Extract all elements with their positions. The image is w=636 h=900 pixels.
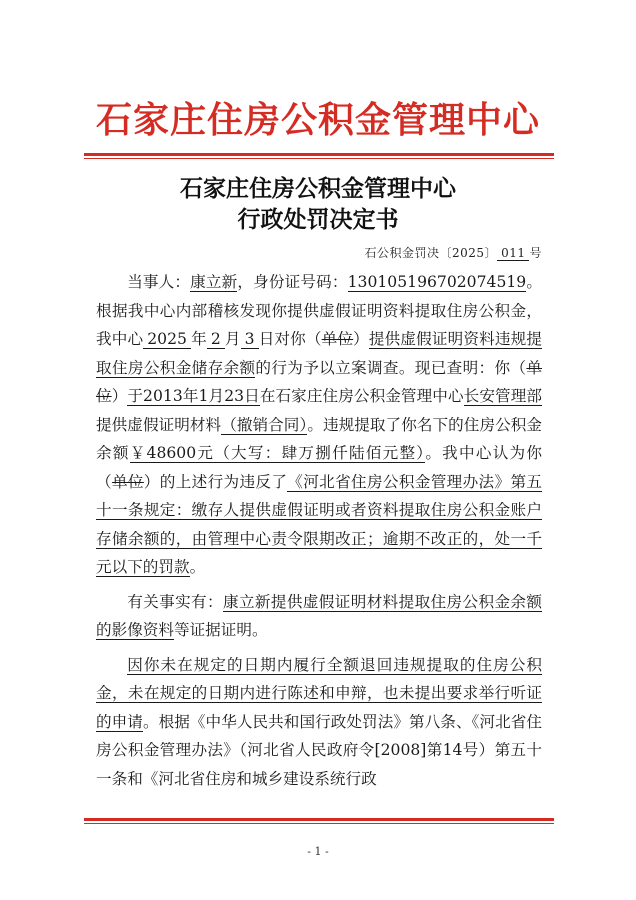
text-fragment: ） [353,330,369,348]
struck-unit-option: 单位 [96,358,542,405]
footer-rule-thick [84,818,554,821]
text-fragment: 。 [526,273,542,291]
violation-date: 于2013年1月23日 [127,387,260,405]
text-fragment: 。违规提取了你名下的住房公积金余额 [96,415,542,462]
paragraph-facts [96,268,542,582]
text-fragment: 。 [189,558,206,576]
withdrawn-amount: ￥48600元（大写：肆万捌仟陆佰元整） [129,444,426,462]
text-fragment: 日对你（ [258,330,322,348]
document-title-agency: 石家庄住房公积金管理中心 [180,175,456,202]
offense-description: 提供虚假证明资料违规提取住房公积金储存余额 [96,330,542,377]
text-fragment: 根据我中心内部稽核发现你提供虚假证明资料提取住房公积金，我中心 [96,301,542,348]
text-fragment: ） [111,387,128,405]
case-year: 2025 [143,330,191,349]
text-fragment: 的行为予以立案调查。现已查明：你（ [255,358,527,377]
document-body [96,268,542,793]
case-day: 3 [241,330,259,349]
party-name: 康立新 [190,273,238,291]
document-number-prefix: 石公积金罚决〔2025〕 [364,246,498,260]
text-fragment: ）的上述行为违反了 [143,472,288,491]
id-label: ，身份证号码： [237,273,348,291]
text-fragment: 。我中心认为你（ [96,444,542,491]
penalty-reason: 因你未在规定的日期内履行全额退回违规提取的住房公积金，未在规定的日期内进行陈述和申辩，也未提出要求举行听证的申请 [96,655,542,731]
paragraph-evidence [96,588,542,645]
document-number [365,244,542,261]
legal-basis-text: 。根据《中华人民共和国行政处罚法》第八条、《河北省住房公积金管理办法》（河北省人民政府令[2008]第14号）第五十一条和《河北省住房和城乡建设系统行政 [96,712,542,788]
agency-letterhead: 石家庄住房公积金管理中心 [95,99,540,141]
document-title-type: 行政处罚决定书 [237,206,399,233]
text-fragment: 月 [224,330,241,348]
id-number: 130105196702074519 [347,273,527,291]
document-number-suffix: 号 [529,246,542,260]
text-fragment: 提供虚假证明材料 [96,415,222,434]
evidence-label: 有关事实有： [127,592,223,611]
false-material: （撤销合同） [221,415,308,434]
paragraph-legal-basis [96,651,542,794]
text-fragment: 在石家庄住房公积金管理中心 [259,387,464,405]
document-number-serial: 011 [497,246,529,261]
letterhead-rule-thin [84,158,554,159]
violated-regulation: 《河北省住房公积金管理办法》第五十一条规定：缴存人提供虚假证明或者资料提取住房公积金账户存储余额的，由管理中心责令限期改正；逾期不改正的，处一千元以下的罚款 [96,472,542,576]
struck-unit-option: 单位 [321,330,354,348]
case-month: 2 [207,330,225,349]
evidence-description: 康立新提供虚假证明材料提取住房公积金余额的影像资料 [96,592,542,639]
struck-unit-option: 单位 [111,472,144,491]
letterhead-rule-thick [84,153,554,156]
party-label: 当事人： [127,273,191,291]
page-number: - 1 - [307,845,329,858]
footer-rule-thin [84,823,554,824]
text-fragment: 等证据证明。 [173,621,268,639]
branch-office: 长安管理部 [463,387,542,405]
text-fragment: 年 [190,330,207,348]
